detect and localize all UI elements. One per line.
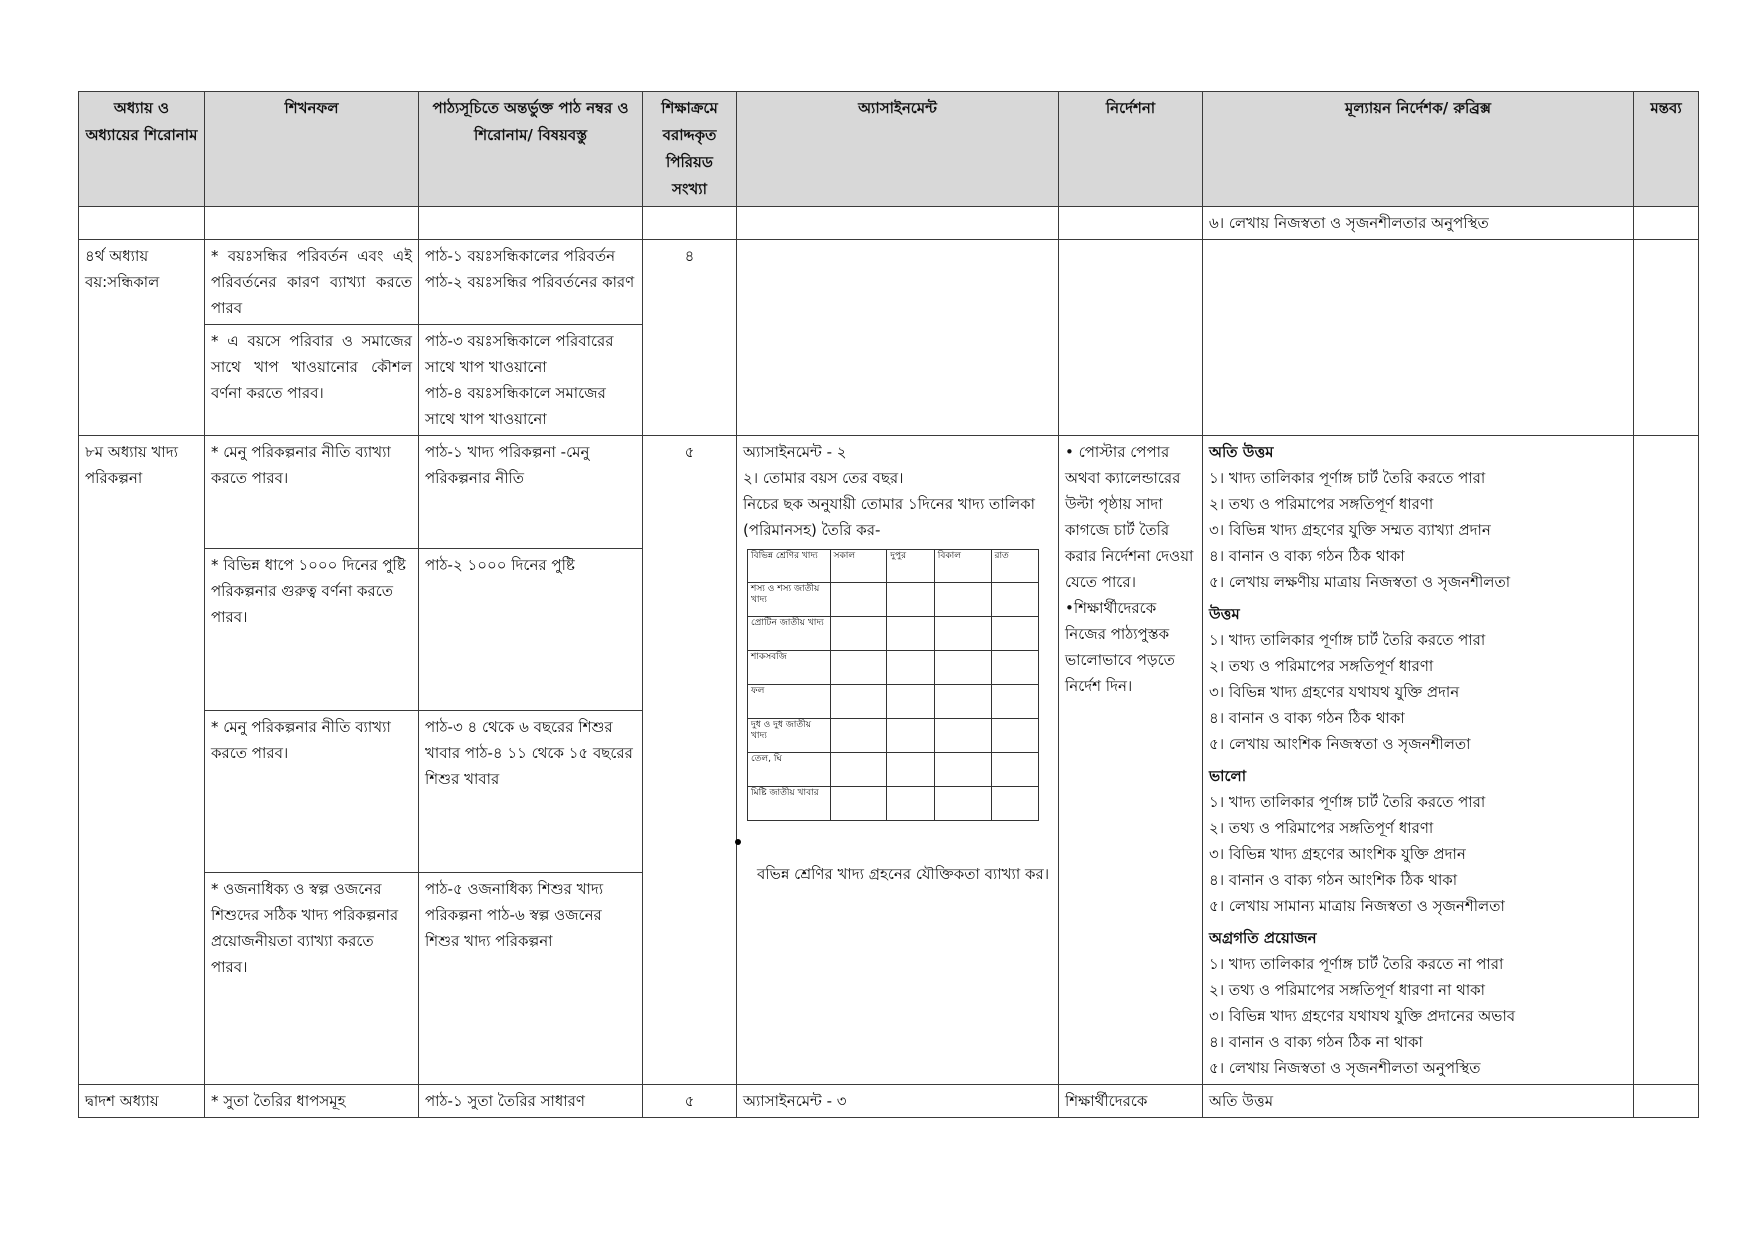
- rubric-item: ৪। বানান ও বাক্য গঠন ঠিক থাকা: [1209, 709, 1405, 727]
- chapter-8-rubric: [1203, 436, 1634, 1085]
- instruction-line: •শিক্ষার্থীদেরকে নিজের পাঠ্যপুস্তক ভালোভাবে পড়তে নির্দেশ দিন।: [1065, 599, 1175, 695]
- header-periods: শিক্ষাক্রমে বরাদ্দকৃত পিরিয়ড সংখ্যা: [643, 92, 737, 207]
- chapter-4-periods: ৪: [643, 240, 737, 436]
- food-row: [748, 685, 1039, 719]
- header-outcome: শিখনফল: [205, 92, 419, 207]
- chapter-12-assignment: অ্যাসাইনমেন্ট - ৩: [737, 1085, 1059, 1118]
- header-rubric: মূল্যায়ন নির্দেশক/ রুব্রিক্স: [1203, 92, 1634, 207]
- food-row: [748, 753, 1039, 787]
- rubric-item: ১। খাদ্য তালিকার পূর্ণাঙ্গ চার্ট তৈরি করতে পারা: [1209, 469, 1486, 487]
- food-row: [748, 719, 1039, 753]
- rubric-item: ১। খাদ্য তালিকার পূর্ণাঙ্গ চার্ট তৈরি করতে পারা: [1209, 631, 1486, 649]
- chapter-8-outcome-4: * ওজনাধিক্য ও স্বল্প ওজনের শিশুদের সঠিক খাদ্য পরিকল্পনার প্রয়োজনীয়তা ব্যাখ্যা করতে পারব।: [205, 873, 419, 1085]
- assignment-description: নিচের ছক অনুযায়ী তোমার ১দিনের খাদ্য তালিকা (পরিমানসহ) তৈরি কর-: [743, 495, 1035, 539]
- food-row: [748, 617, 1039, 651]
- rubric-item: ২। তথ্য ও পরিমাপের সঙ্গতিপূর্ণ ধারণা না থাকা: [1209, 981, 1486, 999]
- food-row: [748, 583, 1039, 617]
- carry-rubric: ৬। লেখায় নিজস্বতা ও সৃজনশীলতার অনুপস্থিত: [1203, 207, 1634, 240]
- food-row-label: প্রোটিন জাতীয় খাদ্য: [748, 617, 831, 651]
- lesson-line: পাঠ-২ বয়ঃসন্ধির পরিবর্তনের কারণ: [425, 273, 635, 291]
- chapter-8-outcome-1: * মেনু পরিকল্পনার নীতি ব্যাখ্যা করতে পারব।: [205, 436, 419, 549]
- rubric-item: ৩। বিভিন্ন খাদ্য গ্রহণের যুক্তি সম্মত ব্যাখ্যা প্রদান: [1209, 521, 1491, 539]
- header-lesson: পাঠ্যসূচিতে অন্তর্ভুক্ত পাঠ নম্বর ও শিরোনাম/ বিষয়বস্তু: [419, 92, 643, 207]
- header-row: [79, 92, 1699, 207]
- header-assignment: অ্যাসাইনমেন্ট: [737, 92, 1059, 207]
- chapter-8-row-1: [79, 436, 1699, 549]
- chapter-12-periods: ৫: [643, 1085, 737, 1118]
- rubric-item: ৫। লেখায় নিজস্বতা ও সৃজনশীলতা অনুপস্থিত: [1209, 1059, 1481, 1077]
- chapter-8-instruction: [1059, 436, 1203, 1085]
- food-col-night: রাত: [991, 550, 1039, 583]
- chapter-8-lesson-2: পাঠ-২ ১০০০ দিনের পুষ্টি: [419, 548, 643, 710]
- rubric-item: ৫। লেখায় লক্ষণীয় মাত্রায় নিজস্বতা ও সৃজনশীলতা: [1209, 573, 1511, 591]
- chapter-8-outcome-3: * মেনু পরিকল্পনার নীতি ব্যাখ্যা করতে পারব।: [205, 710, 419, 872]
- chapter-12-instruction: শিক্ষার্থীদেরকে: [1059, 1085, 1203, 1118]
- chapter-8-lesson-1: পাঠ-১ খাদ্য পরিকল্পনা -মেনু পরিকল্পনার নীতি: [419, 436, 643, 549]
- chapter-12-outcome: * সুতা তৈরির ধাপসমূহ: [205, 1085, 419, 1118]
- chapter-8-lesson-3: পাঠ-৩ ৪ থেকে ৬ বছরের শিশুর খাবার পাঠ-৪ ১১ থেকে ১৫ বছরের শিশুর খাবার: [419, 710, 643, 872]
- header-instruction: নির্দেশনা: [1059, 92, 1203, 207]
- chapter-4-row-1: [79, 240, 1699, 325]
- food-row-label: মিষ্টি জাতীয় খাবার: [748, 787, 831, 821]
- rubric-item: ২। তথ্য ও পরিমাপের সঙ্গতিপূর্ণ ধারণা: [1209, 819, 1434, 837]
- food-chart-table: [747, 549, 1039, 821]
- carry-over-row: [79, 207, 1699, 240]
- chapter-4-outcome-1: * বয়ঃসন্ধির পরিবর্তন এবং এই পরিবর্তনের কারণ ব্যাখ্যা করতে পারব: [205, 240, 419, 325]
- chapter-8-assignment: [737, 436, 1059, 1085]
- rubric-heading: উত্তম: [1209, 605, 1240, 623]
- chapter-4-lesson-2: [419, 325, 643, 436]
- chapter-8-title: ৮ম অধ্যায় খাদ্য পরিকল্পনা: [79, 436, 205, 1085]
- header-remarks: মন্তব্য: [1634, 92, 1699, 207]
- food-row-label: তেল, ঘি: [748, 753, 831, 787]
- chapter-8-periods: ৫: [643, 436, 737, 1085]
- food-row-label: শাকসবজি: [748, 651, 831, 685]
- chapter-12-row: [79, 1085, 1699, 1118]
- food-row-label: দুধ ও দুধ জাতীয় খাদ্য: [748, 719, 831, 753]
- rubric-item: ৫। লেখায় আংশিক নিজস্বতা ও সৃজনশীলতা: [1209, 735, 1471, 753]
- rubric-item: ৩। বিভিন্ন খাদ্য গ্রহণের যথাযথ যুক্তি প্রদান: [1209, 683, 1460, 701]
- assignment-question: ২। তোমার বয়স তের বছর।: [743, 469, 904, 487]
- food-col-afternoon: বিকাল: [934, 550, 991, 583]
- food-row: [748, 787, 1039, 821]
- rubric-item: ৫। লেখায় সামান্য মাত্রায় নিজস্বতা ও সৃজনশীলতা: [1209, 897, 1505, 915]
- chapter-12-title: দ্বাদশ অধ্যায়: [79, 1085, 205, 1118]
- lesson-line: পাঠ-১ বয়ঃসন্ধিকালের পরিবর্তন: [425, 247, 616, 265]
- lesson-line: পাঠ-৩ বয়ঃসন্ধিকালে পরিবারের সাথে খাপ খাওয়ানো: [425, 332, 614, 376]
- chapter-12-rubric: অতি উত্তম: [1203, 1085, 1634, 1118]
- rubric-heading: অতি উত্তম: [1209, 443, 1274, 461]
- food-col-noon: দুপুর: [887, 550, 934, 583]
- food-chart-header: [748, 550, 1039, 583]
- food-row-label: ফল: [748, 685, 831, 719]
- chapter-4-outcome-2: * এ বয়সে পরিবার ও সমাজের সাথে খাপ খাওয়ানোর কৌশল বর্ণনা করতে পারব।: [205, 325, 419, 436]
- food-col-morning: সকাল: [830, 550, 887, 583]
- rubric-item: ৪। বানান ও বাক্য গঠন আংশিক ঠিক থাকা: [1209, 871, 1458, 889]
- header-chapter: অধ্যায় ও অধ্যায়ের শিরোনাম: [79, 92, 205, 207]
- food-row-label: শস্য ও শস্য জাতীয় খাদ্য: [748, 583, 831, 617]
- assignment-note: বভিন্ন শ্রেণির খাদ্য গ্রহনের যৌক্তিকতা ব্যাখ্যা কর।: [757, 865, 1050, 883]
- bullet-icon: [735, 839, 741, 845]
- chapter-4-lesson-1: [419, 240, 643, 325]
- lesson-line: পাঠ-৪ বয়ঃসন্ধিকালে সমাজের সাথে খাপ খাওয়ানো: [425, 384, 606, 428]
- food-row: [748, 651, 1039, 685]
- chapter-12-lesson: পাঠ-১ সুতা তৈরির সাধারণ: [419, 1085, 643, 1118]
- chapter-8-lesson-4: পাঠ-৫ ওজনাধিক্য শিশুর খাদ্য পরিকল্পনা পাঠ-৬ স্বল্প ওজনের শিশুর খাদ্য পরিকল্পনা: [419, 873, 643, 1085]
- chapter-8-outcome-2: * বিভিন্ন ধাপে ১০০০ দিনের পুষ্টি পরিকল্পনার গুরুত্ব বর্ণনা করতে পারব।: [205, 548, 419, 710]
- rubric-item: ৪। বানান ও বাক্য গঠন ঠিক থাকা: [1209, 547, 1405, 565]
- assignment-title: অ্যাসাইনমেন্ট - ২: [743, 443, 847, 461]
- rubric-item: ১। খাদ্য তালিকার পূর্ণাঙ্গ চার্ট তৈরি করতে পারা: [1209, 793, 1486, 811]
- instruction-line: • পোস্টার পেপার অথবা ক্যালেন্ডারের উল্টা পৃষ্ঠায় সাদা কাগজে চার্ট তৈরি করার নির্দেশনা দেওয়া যেতে পারে।: [1065, 443, 1194, 591]
- rubric-heading: ভালো: [1209, 767, 1247, 785]
- rubric-item: ২। তথ্য ও পরিমাপের সঙ্গতিপূর্ণ ধারণা: [1209, 495, 1434, 513]
- lesson-plan-table: [78, 91, 1699, 1118]
- rubric-item: ২। তথ্য ও পরিমাপের সঙ্গতিপূর্ণ ধারণা: [1209, 657, 1434, 675]
- rubric-heading: অগ্রগতি প্রয়োজন: [1209, 929, 1317, 947]
- rubric-item: ১। খাদ্য তালিকার পূর্ণাঙ্গ চার্ট তৈরি করতে না পারা: [1209, 955, 1504, 973]
- chapter-4-title: ৪র্থ অধ্যায় বয়:সন্ধিকাল: [79, 240, 205, 436]
- rubric-item: ৩। বিভিন্ন খাদ্য গ্রহণের আংশিক যুক্তি প্রদান: [1209, 845, 1466, 863]
- food-col-category: বিভিন্ন শ্রেণির খাদ্য: [748, 550, 831, 583]
- rubric-item: ৪। বানান ও বাক্য গঠন ঠিক না থাকা: [1209, 1033, 1423, 1051]
- rubric-item: ৩। বিভিন্ন খাদ্য গ্রহণের যথাযথ যুক্তি প্রদানের অভাব: [1209, 1007, 1516, 1025]
